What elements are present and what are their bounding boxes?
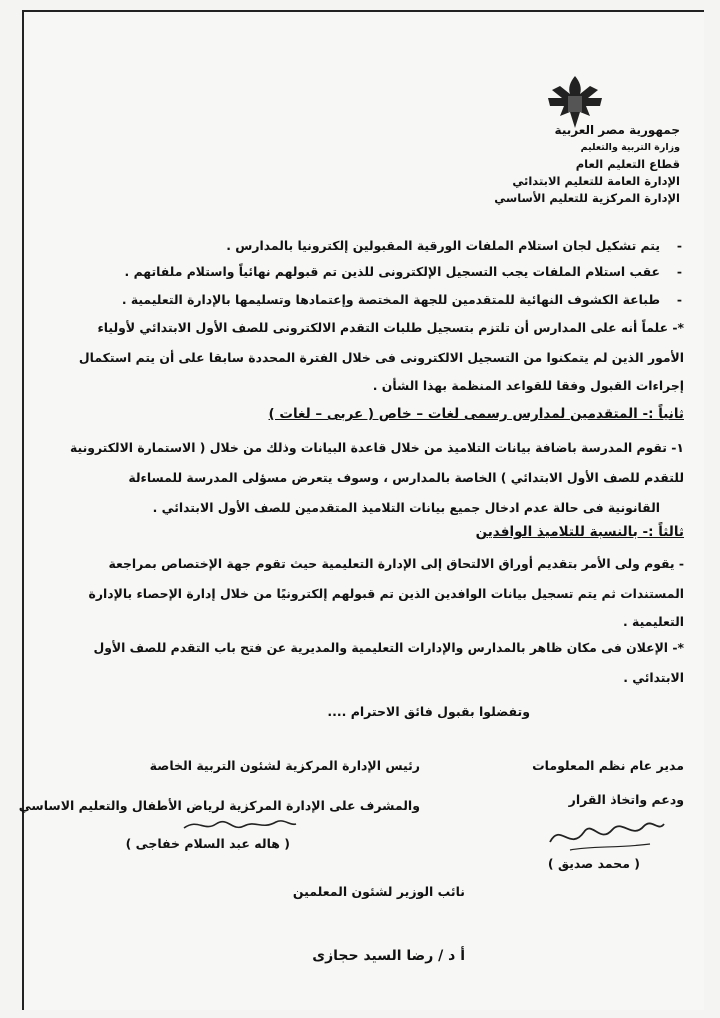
note-line: *- علماً أنه على المدارس أن تلتزم بتسجيل طلبات التقدم الالكترونى للصف الأول الابتدائي لأولياء — [97, 320, 684, 335]
header-country: جمهورية مصر العربية — [554, 123, 680, 137]
note-line: الأمور الذين لم يتمكنوا من التسجيل الالكترونى فى خلال الفترة المحددة سابقا على أن يتم استكمال — [78, 350, 684, 365]
bullet-item: - طباعة الكشوف النهائية للمتقدمين للجهة المختصة وإعتمادها وتسليمها بالإدارة التعليمية . — [121, 292, 682, 307]
bullet-item: - يتم تشكيل لجان استلام الملفات الورقية المقبولين إلكترونيا بالمدارس . — [226, 238, 682, 253]
header-central-admin: الإدارة المركزية للتعليم الأساسي — [494, 191, 680, 205]
section3-line: *- الإعلان فى مكان ظاهر بالمدارس والإدارات التعليمية والمديرية عن فتح باب التقدم للصف الأول — [93, 640, 684, 655]
signature-title-right-2: ودعم واتخاذ القرار — [568, 792, 684, 807]
signature-title-left: رئيس الإدارة المركزية لشئون التربية الخاصة — [149, 758, 420, 773]
signature-name-left: ( هاله عبد السلام خفاجى ) — [125, 836, 290, 851]
section2-line: للتقدم للصف الأول الابتدائي ) الخاصة بالمدارس ، وسوف يتعرض مسؤلى المدرسة للمساءلة — [128, 470, 684, 485]
section3-line: - يقوم ولى الأمر بتقديم أوراق الالتحاق إلى الإدارة التعليمية حيث تقوم جهة الإختصاص بمراجعة — [108, 556, 684, 571]
signature-scribble-left-icon — [180, 814, 300, 836]
signature-name-right: ( محمد صديق ) — [547, 856, 640, 871]
signature-scribble-right-icon — [540, 812, 670, 856]
note-line: إجراءات القبول وفقا للقواعد المنظمة بهذا الشأن . — [372, 378, 684, 393]
section2-title: ثانياً :- المتقدمين لمدارس رسمى لغات – خاص ( عربى – لغات ) — [268, 406, 684, 422]
header-ministry: وزارة التربية والتعليم — [580, 142, 680, 153]
section3-line: الابتدائي . — [623, 670, 684, 685]
header-sector: قطاع التعليم العام — [575, 157, 680, 171]
closing-line: وتفضلوا بقبول فائق الاحترام .... — [327, 704, 530, 719]
bullet-item: - عقب استلام الملفات يجب التسجيل الإلكترونى للذين تم قبولهم نهائياً واستلام ملفاتهم . — [124, 264, 682, 279]
section3-line: المستندات ثم يتم تسجيل بيانات الوافدين الذين تم قبولهم إلكترونيًا من خلال إدارة الإحصاء بالإدارة — [88, 586, 684, 601]
section3-line: التعليمية . — [623, 614, 684, 629]
deputy-name: أ د / رضا السيد حجازى — [312, 948, 465, 964]
header-general-admin: الإدارة العامة للتعليم الابتدائي — [512, 174, 680, 188]
deputy-title: نائب الوزير لشئون المعلمين — [292, 884, 465, 899]
letterhead — [420, 72, 680, 207]
signature-title-right: مدير عام نظم المعلومات — [532, 758, 684, 773]
section2-line: القانونية فى حالة عدم ادخال جميع بيانات التلاميذ المتقدمين للصف الأول الابتدائي . — [152, 500, 660, 515]
eagle-emblem-icon — [530, 72, 620, 132]
section3-title: ثالثاً :- بالنسبة للتلاميذ الوافدين — [475, 524, 684, 540]
section2-line: ١- تقوم المدرسة باضافة بيانات التلاميذ من خلال قاعدة البيانات وذلك من خلال ( الاستمارة الالكترونية — [70, 440, 684, 455]
signature-title-left-2: والمشرف على الإدارة المركزية لرياض الأطفال والتعليم الاساسي — [18, 798, 420, 813]
